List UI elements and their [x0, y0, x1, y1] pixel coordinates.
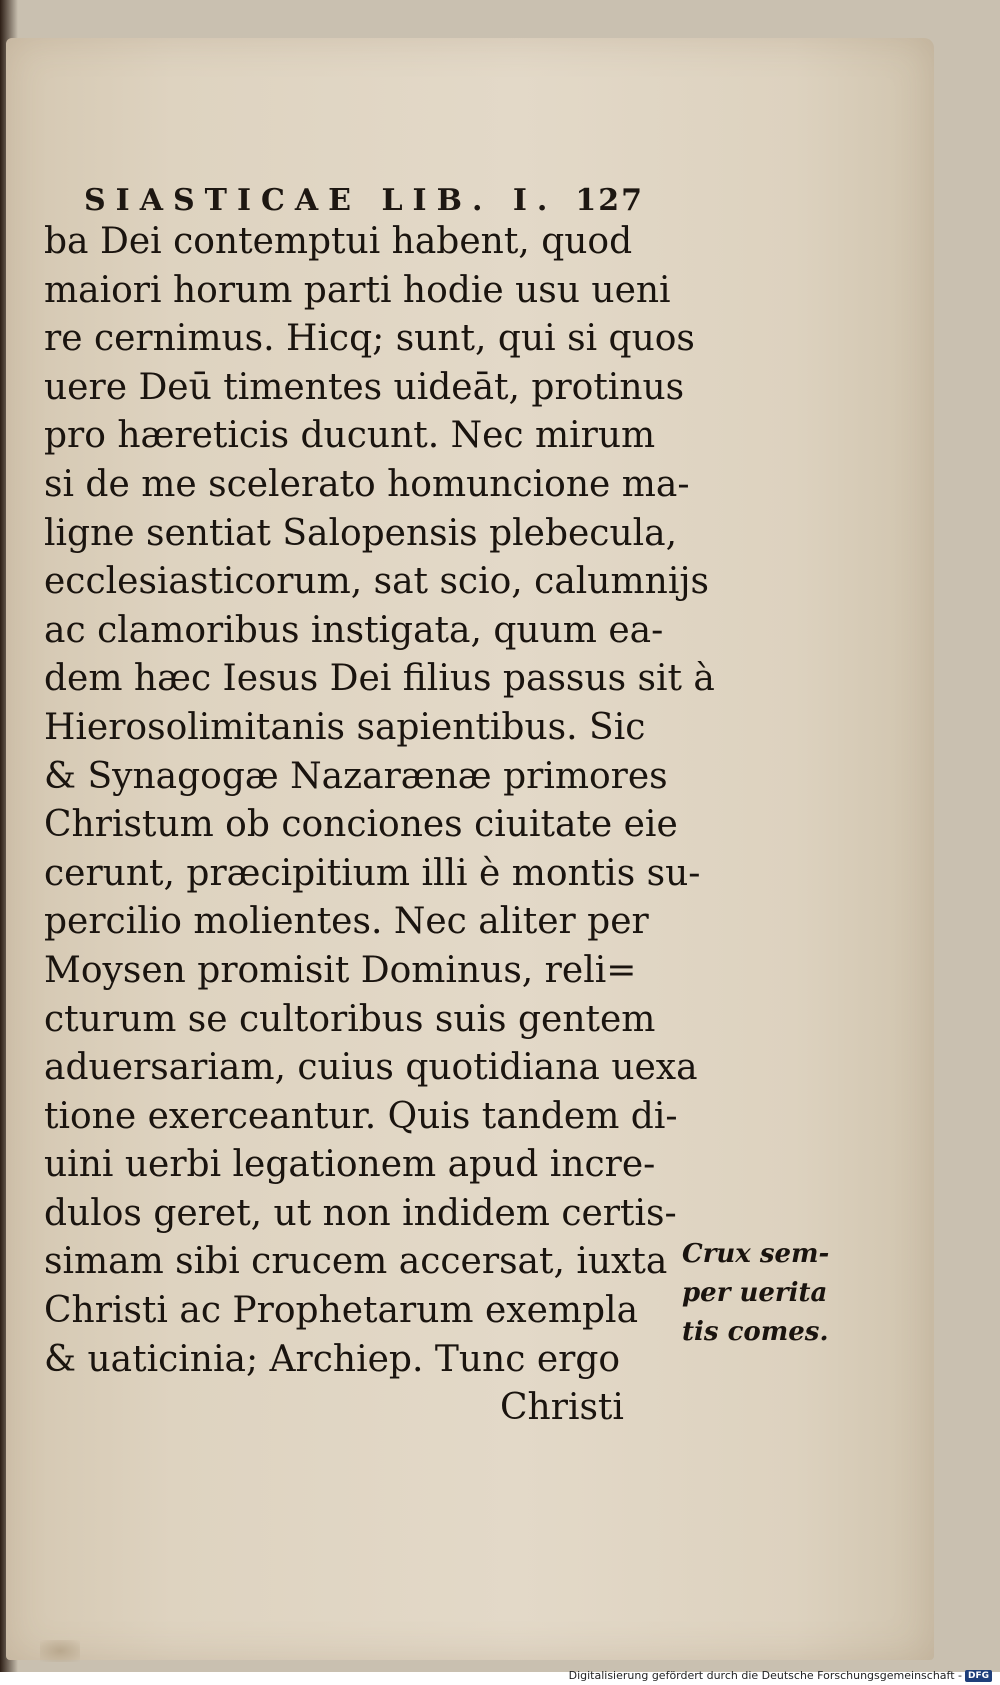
text-line: uini uerbi legationem apud incre-: [44, 1144, 656, 1186]
text-line: tione exerceantur. Quis tandem di-: [44, 1095, 678, 1137]
text-line: ba Dei contemptui habent, quod: [44, 221, 633, 262]
text-line: dulos geret, ut non indidem certis-: [44, 1192, 677, 1234]
text-line: ecclesiasticorum, sat scio, calumnijs: [44, 561, 709, 603]
paper-stain: [40, 1640, 80, 1662]
text-line: Moysen promisit Dominus, reli=: [44, 949, 637, 991]
running-head-title: SIASTICAE LIB. I.: [84, 183, 558, 218]
text-line: cerunt, præcipitium illi è montis su-: [44, 852, 701, 894]
text-line: dem hæc Iesus Dei filius passus sit à: [44, 658, 715, 700]
credit-text: Digitalisierung gefördert durch die Deutsche Forschungsgemeinschaft -: [568, 1669, 962, 1682]
text-line: simam sibi crucem accersat, iuxta: [44, 1241, 668, 1283]
page-number: 127: [575, 183, 644, 218]
text-line: cturum se cultoribus suis gentem: [44, 998, 656, 1040]
marginal-note-line: per uerita: [682, 1278, 828, 1308]
text-line: ac clamoribus instigata, quum ea-: [44, 609, 664, 651]
text-line: si de me scelerato homuncione ma-: [44, 463, 690, 505]
marginal-note-line: Crux sem-: [682, 1239, 830, 1269]
marginal-note-line: tis comes.: [682, 1317, 829, 1347]
body-text: [44, 218, 715, 1433]
text-line: & Synagogæ Nazarænæ primores: [44, 755, 668, 797]
text-line: Christi ac Prophetarum exempla: [44, 1290, 639, 1332]
text-line: & uaticinia; Archiep. Tunc ergo: [44, 1338, 621, 1380]
text-line: maiori horum parti hodie usu ueni: [44, 269, 671, 311]
text-line: Hierosolimitanis sapientibus. Sic: [44, 706, 646, 748]
text-line: ligne sentiat Salopensis plebecula,: [44, 512, 678, 554]
text-line: Christum ob conciones ciuitate eie: [44, 804, 678, 846]
text-line: aduersariam, cuius quotidiana uexa: [44, 1047, 698, 1089]
text-line: pro hæreticis ducunt. Nec mirum: [44, 415, 656, 457]
dfg-logo: DFG: [965, 1670, 992, 1682]
marginal-note: [682, 1235, 842, 1352]
text-line: uere Deū timentes uideāt, protinus: [44, 366, 685, 408]
digitization-credit: [569, 1669, 992, 1682]
running-header: [84, 183, 644, 218]
catchword: Christi: [500, 1387, 624, 1429]
text-line: re cernimus. Hicq; sunt, qui si quos: [44, 318, 695, 360]
text-line: percilio molientes. Nec aliter per: [44, 901, 649, 943]
